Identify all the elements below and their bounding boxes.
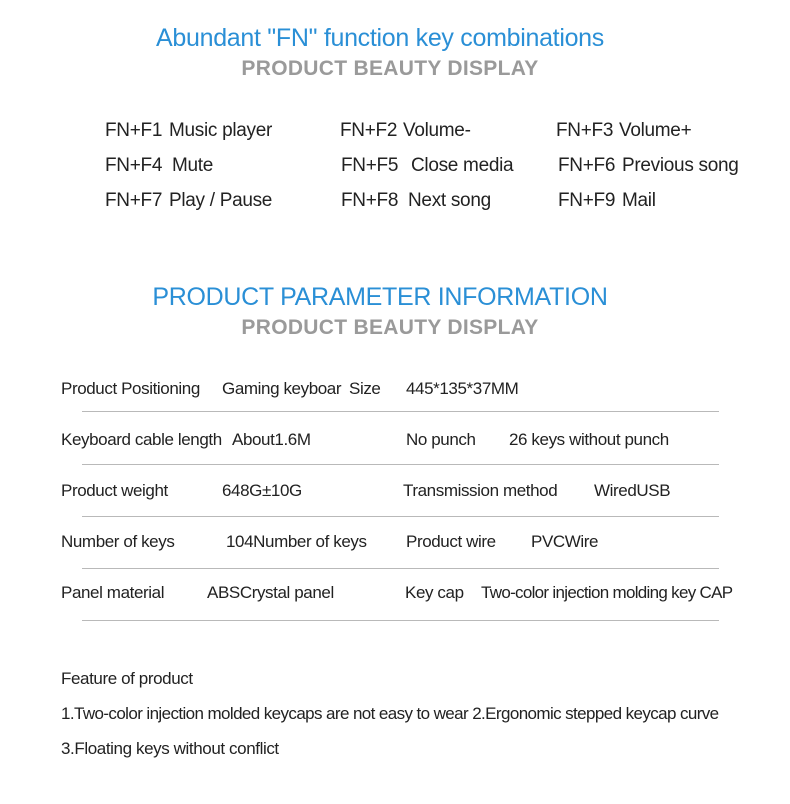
- fn-key-label: FN+F5: [341, 155, 399, 176]
- features-heading: Feature of product: [61, 669, 193, 688]
- fn-key-action: Mail: [622, 190, 656, 211]
- param-value: Two-color injection molding key CAP: [481, 583, 733, 602]
- param-label: Key cap: [405, 583, 464, 602]
- fn-key-action: Play / Pause: [169, 190, 273, 211]
- fn-key-action: Volume-: [403, 120, 471, 141]
- fn-key-label: FN+F3: [556, 120, 614, 141]
- fn-key-label: FN+F4: [105, 155, 163, 176]
- param-label: Transmission method: [403, 481, 558, 500]
- feature-line: 1.Two-color injection molded keycaps are not easy to wear 2.Ergonomic stepped keycap curve: [61, 704, 719, 723]
- fn-key-action: Mute: [172, 155, 214, 176]
- fn-key-label: FN+F1: [105, 120, 163, 141]
- param-value: 104Number of keys: [226, 532, 367, 551]
- param-value: ABSCrystal panel: [207, 583, 334, 602]
- fn-key-action: Previous song: [622, 155, 739, 176]
- fn-key-label: FN+F8: [341, 190, 399, 211]
- row-divider: [82, 516, 719, 517]
- row-divider: [82, 464, 719, 465]
- fn-key-label: FN+F2: [340, 120, 398, 141]
- param-value: Gaming keyboar: [222, 379, 342, 398]
- param-label: Product weight: [61, 481, 168, 500]
- param-label: Number of keys: [61, 532, 175, 551]
- param-value: 445*135*37MM: [406, 379, 519, 398]
- param-section-subtitle: PRODUCT BEAUTY DISPLAY: [241, 316, 539, 339]
- fn-key-action: Close media: [411, 155, 514, 176]
- fn-key-label: FN+F9: [558, 190, 616, 211]
- param-label: Product Positioning: [61, 379, 200, 398]
- param-value: 648G±10G: [222, 481, 302, 500]
- param-label: Size: [349, 379, 381, 398]
- fn-key-action: Music player: [169, 120, 273, 141]
- param-label: No punch: [406, 430, 476, 449]
- param-value: About1.6M: [232, 430, 311, 449]
- fn-section-title: Abundant "FN" function key combinations: [156, 24, 604, 52]
- param-value: WiredUSB: [594, 481, 671, 500]
- param-value: 26 keys without punch: [509, 430, 669, 449]
- param-value: PVCWire: [531, 532, 599, 551]
- fn-key-action: Volume+: [619, 120, 692, 141]
- fn-key-label: FN+F6: [558, 155, 616, 176]
- feature-line: 3.Floating keys without conflict: [61, 739, 279, 758]
- param-section-title: PRODUCT PARAMETER INFORMATION: [152, 283, 608, 311]
- param-label: Keyboard cable length: [61, 430, 222, 449]
- row-divider: [82, 411, 719, 412]
- row-divider: [82, 620, 719, 621]
- row-divider: [82, 568, 719, 569]
- fn-key-label: FN+F7: [105, 190, 163, 211]
- fn-section-subtitle: PRODUCT BEAUTY DISPLAY: [241, 57, 539, 80]
- param-label: Product wire: [406, 532, 496, 551]
- param-label: Panel material: [61, 583, 165, 602]
- fn-key-action: Next song: [408, 190, 491, 211]
